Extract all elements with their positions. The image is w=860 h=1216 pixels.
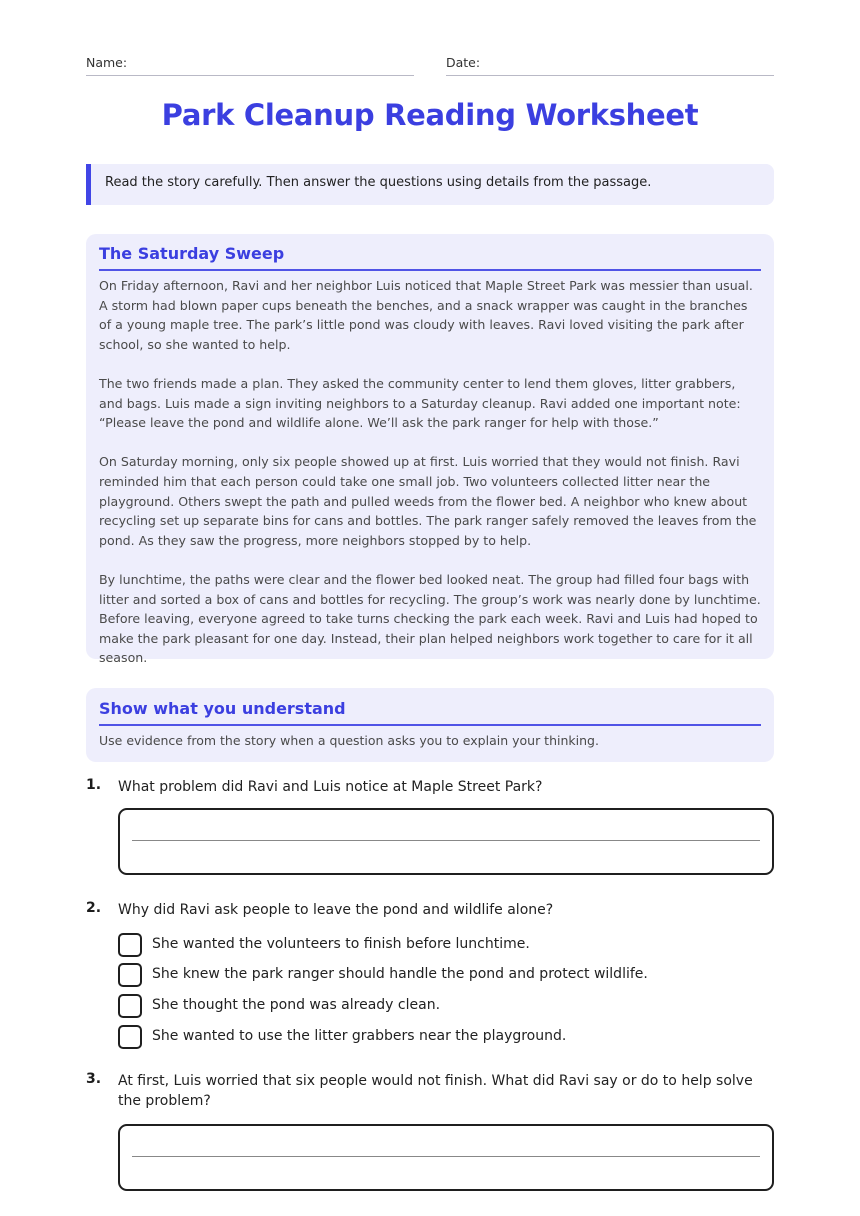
page-title: Park Cleanup Reading Worksheet xyxy=(161,98,699,132)
choice-option[interactable] xyxy=(118,1025,774,1049)
instructions-callout: Read the story carefully. Then answer the questions using details from the passage. xyxy=(86,164,774,205)
story-paragraph: By lunchtime, the paths were clear and the flower bed looked neat. The group had filled four bags with litter and sorted a box of cans and bottles for recycling. The group’s work was nearly done by lunchtime. Before leaving, everyone agreed to take turns checking the park each week. Ravi and Luis had hoped to make the park pleasant for one day. Instead, their plan helped neighbors work together to care for it all season. xyxy=(99,571,761,666)
checkbox[interactable] xyxy=(118,963,142,987)
name-field[interactable] xyxy=(86,54,414,76)
question-text: What problem did Ravi and Luis notice at Maple Street Park? xyxy=(118,779,543,795)
question-text: Why did Ravi ask people to leave the pond and wildlife alone? xyxy=(118,902,554,918)
answer-line xyxy=(132,1156,760,1157)
question-2 xyxy=(86,900,774,1050)
checkbox[interactable] xyxy=(118,994,142,1018)
name-date-row xyxy=(86,54,774,76)
choice-option[interactable] xyxy=(118,933,774,957)
question-number: 1. xyxy=(86,777,102,793)
story-paragraph: The two friends made a plan. They asked the community center to lend them gloves, litter grabbers, and bags. Luis made a sign inviting neighbors to a Saturday cleanup. Ravi added one important note: “Please leave the pond and wildlife alone. We’ll ask the park ranger for help with those.” xyxy=(99,375,741,431)
answer-box[interactable] xyxy=(118,808,774,875)
choice-option[interactable] xyxy=(118,994,774,1018)
question-number: 3. xyxy=(86,1071,102,1087)
understand-panel xyxy=(86,688,774,762)
story-heading: The Saturday Sweep xyxy=(99,244,761,271)
understand-heading: Show what you understand xyxy=(99,699,761,726)
choice-label: She thought the pond was already clean. xyxy=(152,997,441,1013)
checkbox[interactable] xyxy=(118,1025,142,1049)
answer-box[interactable] xyxy=(118,1124,774,1191)
question-number: 2. xyxy=(86,900,102,916)
story-panel xyxy=(86,234,774,666)
choice-label: She knew the park ranger should handle the pond and protect wildlife. xyxy=(152,966,648,982)
checkbox[interactable] xyxy=(118,933,142,957)
date-label: Date: xyxy=(446,55,481,70)
question-text: At first, Luis worried that six people would not finish. What did Ravi say or do to help solve the problem? xyxy=(118,1073,753,1109)
answer-line xyxy=(132,840,760,841)
story-paragraph: On Friday afternoon, Ravi and her neighbor Luis noticed that Maple Street Park was messier than usual. A storm had blown paper cups beneath the benches, and a snack wrapper was caught in the branches of a young maple tree. The park’s little pond was cloudy with leaves. Ravi loved visiting the park after school, so she wanted to help. xyxy=(99,278,753,352)
question-1 xyxy=(86,777,774,877)
choice-option[interactable] xyxy=(118,963,774,987)
choice-label: She wanted the volunteers to finish before lunchtime. xyxy=(152,936,530,952)
understand-subtitle: Use evidence from the story when a question asks you to explain your thinking. xyxy=(99,733,599,748)
name-label: Name: xyxy=(86,55,128,70)
question-3 xyxy=(86,1071,774,1191)
choice-label: She wanted to use the litter grabbers near the playground. xyxy=(152,1028,567,1044)
date-field[interactable] xyxy=(446,54,774,76)
story-paragraph: On Saturday morning, only six people showed up at first. Luis worried that they would not finish. Ravi reminded him that each person could take one small job. Two volunteers collected litter near the playground. Others swept the path and pulled weeds from the flower bed. A neighbor who knew about recycling set up separate bins for cans and bottles. The park ranger safely removed the leaves from the pond. As they saw the progress, more neighbors stopped by to help. xyxy=(99,454,757,548)
